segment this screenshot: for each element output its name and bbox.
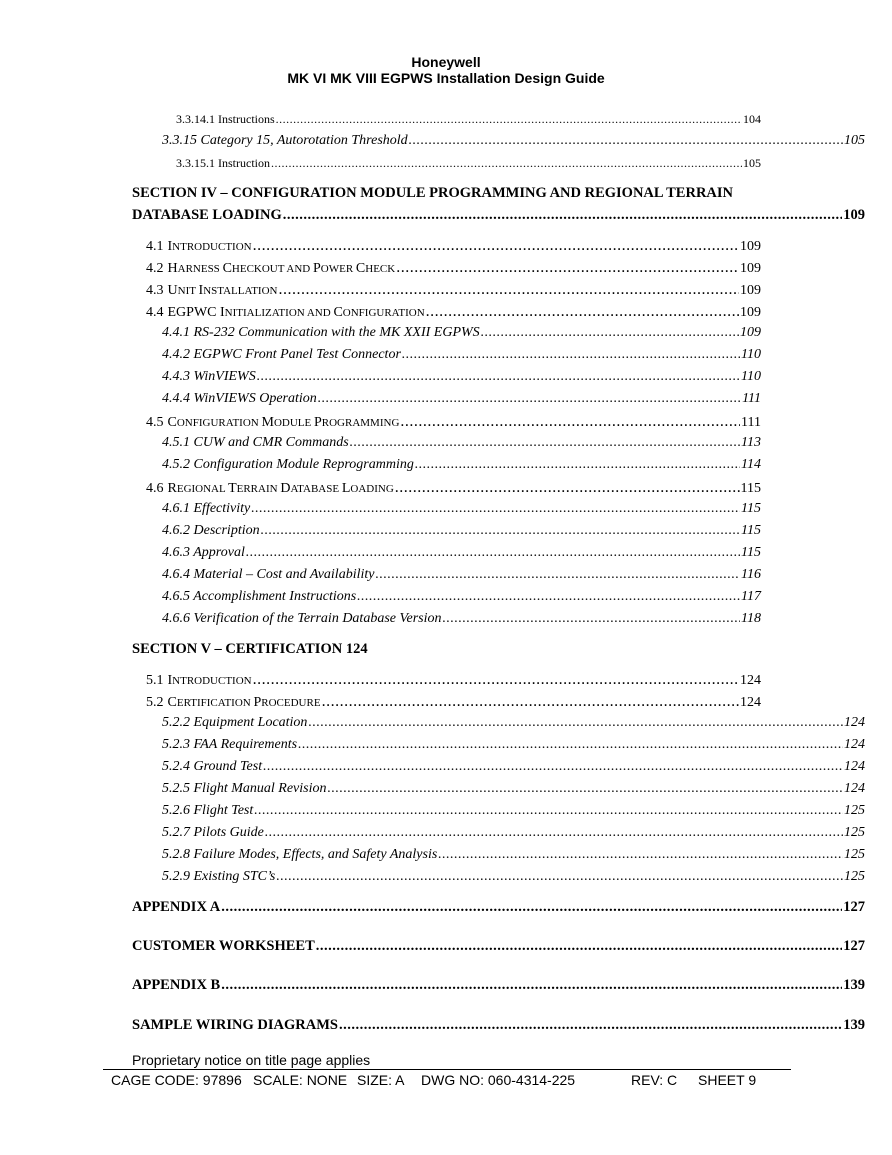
toc-entry-page: 109 <box>740 325 761 340</box>
toc-entry-5-2-9[interactable] <box>162 869 865 885</box>
toc-entry-label: 5.2.4 Ground Test <box>162 759 263 774</box>
toc-entry-4-4-3[interactable] <box>162 369 761 385</box>
toc-entry-label: 3.3.15 Category 15, Autorotation Threshold <box>162 133 408 148</box>
toc-entry-4-6-1[interactable] <box>162 501 761 517</box>
toc-entry-label: 5.2.7 Pilots Guide <box>162 825 264 840</box>
toc-section-v[interactable]: SECTION V – CERTIFICATION 124 <box>132 641 368 657</box>
toc-entry-page: 124 <box>740 695 761 710</box>
dot-leader <box>251 501 740 517</box>
toc-entry-label: 5.2.8 Failure Modes, Effects, and Safety Analysis <box>162 847 438 862</box>
toc-entry-page: 124 <box>844 737 865 752</box>
toc-entry-page: 109 <box>740 239 761 254</box>
toc-entry-page: 110 <box>741 347 761 362</box>
dot-leader <box>221 977 842 994</box>
toc-entry-page: 125 <box>844 847 865 862</box>
toc-entry-page: 109 <box>740 305 761 320</box>
toc-entry-label: APPENDIX A <box>132 899 221 915</box>
toc-entry-page: 139 <box>843 1017 865 1033</box>
toc-entry-label: CUSTOMER WORKSHEET <box>132 938 315 954</box>
toc-entry-page: 115 <box>741 501 761 516</box>
toc-entry-page: 124 <box>844 781 865 796</box>
toc-entry-page: 109 <box>843 207 865 223</box>
toc-entry-page: 117 <box>741 589 761 604</box>
toc-entry-label: 4.1 INTRODUCTION <box>146 239 252 254</box>
toc-entry-page: 109 <box>740 261 761 276</box>
toc-entry-page: 124 <box>844 715 865 730</box>
toc-entry-4-6-5[interactable] <box>162 589 761 605</box>
toc-appendix-b[interactable] <box>132 977 865 994</box>
toc-entry-5-2-3[interactable] <box>162 737 865 753</box>
toc-entry-label: 5.1 INTRODUCTION <box>146 673 252 688</box>
toc-entry-label: 4.4.1 RS-232 Communication with the MK XXII EGPWS <box>162 325 480 340</box>
toc-entry-label: 5.2.5 Flight Manual Revision <box>162 781 327 796</box>
toc-entry-4-5[interactable] <box>146 413 761 431</box>
toc-entry-page: 115 <box>741 523 761 538</box>
dot-leader <box>322 693 739 711</box>
toc-entry-label: SAMPLE WIRING DIAGRAMS <box>132 1017 338 1033</box>
dot-leader <box>426 303 739 321</box>
toc-entry-label: DATABASE LOADING <box>132 207 282 223</box>
toc-entry-4-5-1[interactable] <box>162 435 761 451</box>
toc-entry-4-4-2[interactable] <box>162 347 761 363</box>
toc-entry-4-6-3[interactable] <box>162 545 761 561</box>
toc-entry-label: 5.2.6 Flight Test <box>162 803 254 818</box>
toc-section-iv[interactable] <box>132 207 865 224</box>
toc-entry-page: 114 <box>741 457 761 472</box>
dot-leader <box>438 847 843 863</box>
dot-leader <box>415 457 740 473</box>
toc-entry-label: 4.6.3 Approval <box>162 545 245 560</box>
toc-entry-page: 125 <box>844 803 865 818</box>
toc-entry-5-2[interactable] <box>146 693 761 711</box>
toc-entry-page: 116 <box>741 567 761 582</box>
toc-entry-label: 4.3 UNIT INSTALLATION <box>146 283 278 298</box>
toc-entry-page: 113 <box>741 435 761 450</box>
dot-leader <box>253 671 739 689</box>
toc-entry-4-4-4[interactable] <box>162 391 761 407</box>
toc-entry-5-2-6[interactable] <box>162 803 865 819</box>
toc-entry-label: 4.4.3 WinVIEWS <box>162 369 256 384</box>
toc-entry-page: 111 <box>742 391 761 406</box>
footer-scale: SCALE: NONE <box>253 1072 348 1088</box>
toc-entry-4-6-4[interactable] <box>162 567 761 583</box>
toc-entry-5-2-5[interactable] <box>162 781 865 797</box>
toc-entry-5-1[interactable] <box>146 671 761 689</box>
toc-entry-label: APPENDIX B <box>132 977 221 993</box>
dot-leader <box>481 325 739 341</box>
toc-entry-5-2-7[interactable] <box>162 825 865 841</box>
toc-entry-page: 105 <box>844 133 865 148</box>
dot-leader <box>263 759 843 775</box>
toc-entry-page: 125 <box>844 825 865 840</box>
footer-size: SIZE: A <box>357 1072 405 1088</box>
toc-entry-label: 4.6.6 Verification of the Terrain Database Version <box>162 611 442 626</box>
dot-leader <box>253 237 739 255</box>
toc-customer-worksheet[interactable] <box>132 938 865 955</box>
toc-entry-4-6[interactable] <box>146 479 761 497</box>
dot-leader <box>278 281 739 299</box>
footer-rule <box>103 1069 791 1070</box>
footer-drawing-number: DWG NO: 060-4314-225 <box>421 1072 576 1088</box>
toc-entry-label: 4.4.4 WinVIEWS Operation <box>162 391 317 406</box>
toc-entry-4-4-1[interactable] <box>162 325 761 341</box>
toc-entry-page: 104 <box>743 112 761 126</box>
toc-entry-label: 4.6.5 Accomplishment Instructions <box>162 589 357 604</box>
dot-leader <box>221 899 842 916</box>
dot-leader <box>254 803 843 819</box>
toc-entry-page: 105 <box>743 156 761 170</box>
toc-entry-page: 109 <box>740 283 761 298</box>
toc-entry-page: 139 <box>843 977 865 993</box>
toc-entry-4-2[interactable] <box>146 259 761 277</box>
toc-entry-label: 3.3.14.1 Instructions <box>176 112 275 126</box>
dot-leader <box>316 938 842 955</box>
dot-leader <box>246 545 740 561</box>
toc-entry-page: 127 <box>843 938 865 954</box>
toc-entry-4-5-2[interactable] <box>162 457 761 473</box>
toc-entry-label: 4.5.2 Configuration Module Reprogramming <box>162 457 414 472</box>
toc-entry-label: 5.2.2 Equipment Location <box>162 715 308 730</box>
toc-entry-4-4[interactable] <box>146 303 761 321</box>
dot-leader <box>339 1017 842 1034</box>
dot-leader <box>283 207 843 224</box>
toc-appendix-a[interactable] <box>132 899 865 916</box>
dot-leader <box>327 781 843 797</box>
toc-entry-label: 5.2 CERTIFICATION PROCEDURE <box>146 695 321 710</box>
footer-cage-code: CAGE CODE: 97896 <box>111 1072 242 1088</box>
toc-entry-label: 5.2.9 Existing STC’s <box>162 869 276 884</box>
dot-leader <box>350 435 740 451</box>
dot-leader <box>265 825 843 841</box>
toc-sample-wiring-diagrams[interactable] <box>132 1017 865 1034</box>
dot-leader <box>375 567 740 583</box>
toc-entry-page: 125 <box>844 869 865 884</box>
footer-sheet: SHEET 9 <box>698 1072 757 1088</box>
dot-leader <box>276 869 843 885</box>
dot-leader <box>409 133 843 149</box>
toc-entry-label: 4.4.2 EGPWC Front Panel Test Connector <box>162 347 401 362</box>
dot-leader <box>308 715 843 731</box>
footer-revision: REV: C <box>631 1072 678 1088</box>
toc-entry-label: 4.5.1 CUW and CMR Commands <box>162 435 349 450</box>
dot-leader <box>400 413 740 431</box>
toc-entry-page: 124 <box>740 673 761 688</box>
toc-entry-page: 118 <box>741 611 761 626</box>
dot-leader <box>298 737 843 753</box>
dot-leader <box>396 259 739 277</box>
toc-entry-3-3-14-1[interactable] <box>176 112 761 127</box>
toc-entry-3-3-15-1[interactable] <box>176 156 761 171</box>
proprietary-notice: Proprietary notice on title page applies <box>132 1052 371 1068</box>
toc-entry-page: 110 <box>741 369 761 384</box>
toc-entry-5-2-2[interactable] <box>162 715 865 731</box>
toc-entry-4-6-2[interactable] <box>162 523 761 539</box>
toc-entry-page: 127 <box>843 899 865 915</box>
toc-entry-4-1[interactable] <box>146 237 761 255</box>
toc-entry-5-2-4[interactable] <box>162 759 865 775</box>
toc-entry-label: 4.4 EGPWC INITIALIZATION AND CONFIGURATION <box>146 305 425 320</box>
toc-entry-5-2-8[interactable] <box>162 847 865 863</box>
dot-leader <box>442 611 740 627</box>
toc-entry-label: 5.2.3 FAA Requirements <box>162 737 298 752</box>
toc-entry-label: 4.2 HARNESS CHECKOUT AND POWER CHECK <box>146 261 396 276</box>
section-iv-heading-line1[interactable]: SECTION IV – CONFIGURATION MODULE PROGRAMMING AND REGIONAL TERRAIN <box>132 185 733 201</box>
toc-entry-label: 4.5 CONFIGURATION MODULE PROGRAMMING <box>146 415 400 430</box>
dot-leader <box>318 391 741 407</box>
dot-leader <box>276 112 742 127</box>
toc-entry-label: 3.3.15.1 Instruction <box>176 156 270 170</box>
toc-entry-label: 4.6 REGIONAL TERRAIN DATABASE LOADING <box>146 481 394 496</box>
header-company: Honeywell <box>411 54 481 70</box>
toc-entry-4-3[interactable] <box>146 281 761 299</box>
toc-entry-label: 4.6.4 Material – Cost and Availability <box>162 567 375 582</box>
dot-leader <box>261 523 740 539</box>
toc-entry-4-6-6[interactable] <box>162 611 761 627</box>
toc-entry-page: 111 <box>741 415 761 430</box>
toc-entry-label: 4.6.2 Description <box>162 523 260 538</box>
toc-entry-page: 115 <box>741 545 761 560</box>
dot-leader <box>257 369 740 385</box>
header-title: MK VI MK VIII EGPWS Installation Design Guide <box>287 70 605 86</box>
toc-entry-3-3-15[interactable] <box>162 133 865 149</box>
toc-entry-label: 4.6.1 Effectivity <box>162 501 251 516</box>
dot-leader <box>357 589 740 605</box>
toc-entry-page: 124 <box>844 759 865 774</box>
dot-leader <box>402 347 740 363</box>
dot-leader <box>395 479 740 497</box>
toc-entry-page: 115 <box>740 481 761 496</box>
dot-leader <box>271 156 742 171</box>
